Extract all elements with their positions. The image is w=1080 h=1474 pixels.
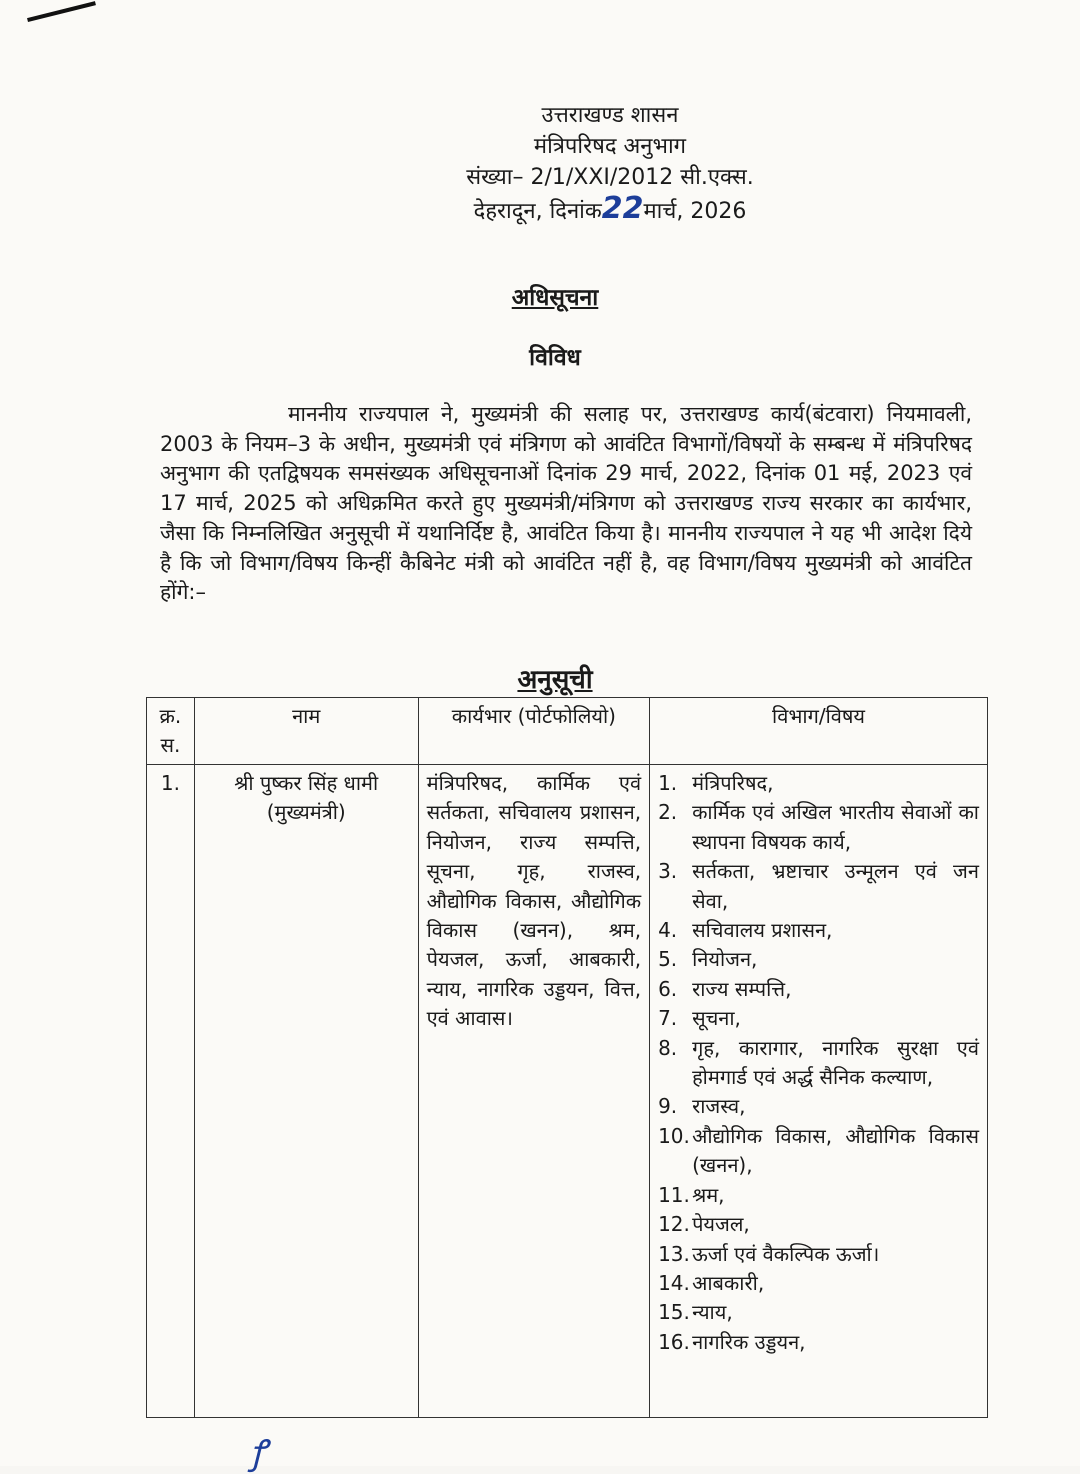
list-item-text: औद्योगिक विकास, औद्योगिक विकास (खनन),	[692, 1123, 979, 1178]
minister-name: श्री पुष्कर सिंह धामी	[234, 771, 379, 795]
list-item-number: 16.	[658, 1329, 690, 1354]
list-item-number: 1.	[658, 771, 678, 795]
minister-designation: (मुख्यमंत्री)	[266, 800, 346, 825]
list-item	[658, 1004, 979, 1033]
list-item-text: राजस्व,	[692, 1094, 746, 1119]
schedule-table	[146, 697, 988, 1418]
table-header-row	[147, 698, 988, 765]
list-item-number: 15.	[658, 1300, 690, 1325]
list-item	[658, 1210, 979, 1239]
list-item-text: राज्य सम्पत्ति,	[692, 976, 792, 1001]
list-item	[658, 1298, 979, 1327]
list-item-text: सचिवालय प्रशासन,	[692, 918, 833, 943]
cell-name	[194, 765, 418, 1418]
misc-title: विविध	[529, 345, 581, 371]
list-item-number: 2.	[658, 800, 678, 825]
scan-pen-mark	[23, 0, 96, 22]
list-item	[658, 798, 979, 857]
header-serial-number: क्र. स.	[147, 698, 195, 765]
list-item-number: 11.	[658, 1182, 690, 1207]
list-item-number: 6.	[658, 976, 678, 1001]
list-item-number: 13.	[658, 1241, 690, 1266]
list-item	[658, 857, 979, 916]
date-day-handwritten: 22	[601, 191, 644, 226]
list-item	[658, 1269, 979, 1298]
list-item-number: 12.	[658, 1212, 690, 1237]
notification-title: अधिसूचना	[511, 285, 599, 311]
list-item-text: सूचना,	[692, 1006, 741, 1031]
body-paragraph: माननीय राज्यपाल ने, मुख्यमंत्री की सलाह पर, उत्तराखण्ड कार्य(बंटवारा) नियमावली, 2003 के नियम–3 के अधीन, मुख्यमंत्री एवं मंत्रिगण को आवंटित विभागों/विषयों के सम्बन्ध में मंत्रिपरिषद अनुभाग की एतद्विषयक समसंख्यक अधिसूचनाओं दिनांक 29 मार्च, 2022, दिनांक 01 मई, 2023 एवं 17 मार्च, 2025 को अधिक्रमित करते हुए मुख्यमंत्री/मंत्रिगण को उत्तराखण्ड राज्य सरकार का कार्यभार, जैसा कि निम्नलिखित अनुसूची में यथानिर्दिष्ट है, आवंटित किया है। माननीय राज्यपाल ने यह भी आदेश दिये है कि जो विभाग/विषय किन्हीं कैबिनेट मंत्री को आवंटित नहीं है, वह विभाग/विषय मुख्यमंत्री को आवंटित होंगे:–	[160, 402, 972, 605]
header-portfolio: कार्यभार (पोर्टफोलियो)	[418, 698, 649, 765]
list-item-text: ऊर्जा एवं वैकल्पिक ऊर्जा।	[692, 1241, 880, 1266]
section-name: मंत्रिपरिषद अनुभाग	[533, 134, 687, 159]
list-item-number: 10.	[658, 1123, 690, 1148]
list-item	[658, 945, 979, 974]
table-row	[147, 765, 988, 1418]
document-header	[300, 100, 920, 227]
list-item-number: 8.	[658, 1035, 678, 1060]
list-item-text: मंत्रिपरिषद,	[692, 771, 774, 795]
date-suffix: मार्च, 2026	[643, 199, 747, 224]
cell-serial-number: 1.	[147, 765, 195, 1418]
schedule-title: अनुसूची	[517, 665, 593, 695]
reference-number: संख्या– 2/1/XXI/2012 सी.एक्स.	[466, 165, 754, 190]
list-item	[658, 975, 979, 1004]
list-item-text: कार्मिक एवं अखिल भारतीय सेवाओं का स्थापना विषयक कार्य,	[692, 800, 979, 854]
list-item	[658, 1181, 979, 1210]
department-list	[658, 769, 979, 1357]
list-item-number: 3.	[658, 859, 678, 884]
list-item	[658, 1328, 979, 1357]
cell-portfolio: मंत्रिपरिषद, कार्मिक एवं सर्तकता, सचिवालय प्रशासन, नियोजन, राज्य सम्पत्ति, सूचना, गृह, राजस्व, औद्योगिक विकास, औद्योगिक विकास (खनन), श्रम, पेयजल, ऊर्जा, आबकारी, न्याय, नागरिक उड्डयन, वित्त, एवं आवास।	[418, 765, 649, 1418]
list-item-text: सर्तकता, भ्रष्टाचार उन्मूलन एवं जन सेवा,	[692, 859, 979, 913]
list-item-number: 7.	[658, 1006, 678, 1031]
government-name: उत्तराखण्ड शासन	[541, 103, 679, 128]
list-item	[658, 1240, 979, 1269]
list-item-text: गृह, कारागार, नागरिक सुरक्षा एवं होमगार्ड एवं अर्द्ध सैनिक कल्याण,	[692, 1035, 979, 1090]
list-item	[658, 769, 979, 798]
list-item-number: 5.	[658, 947, 678, 972]
list-item-text: पेयजल,	[692, 1212, 750, 1237]
list-item	[658, 1092, 979, 1121]
date-prefix: देहरादून, दिनांक	[473, 199, 602, 224]
list-item-text: श्रम,	[692, 1182, 725, 1207]
list-item	[658, 1034, 979, 1093]
signature-mark: ꝭ	[250, 1433, 267, 1473]
list-item-text: नागरिक उड्डयन,	[692, 1329, 806, 1354]
list-item-number: 14.	[658, 1270, 690, 1295]
list-item-number: 4.	[658, 918, 678, 943]
header-name: नाम	[194, 698, 418, 765]
list-item-text: नियोजन,	[692, 947, 758, 972]
header-departments: विभाग/विषय	[650, 698, 988, 765]
list-item	[658, 916, 979, 945]
list-item-text: आबकारी,	[692, 1270, 765, 1295]
list-item-number: 9.	[658, 1094, 678, 1119]
list-item-text: न्याय,	[692, 1300, 733, 1325]
place-date	[300, 193, 920, 227]
list-item	[658, 1122, 979, 1181]
cell-departments	[650, 765, 988, 1418]
